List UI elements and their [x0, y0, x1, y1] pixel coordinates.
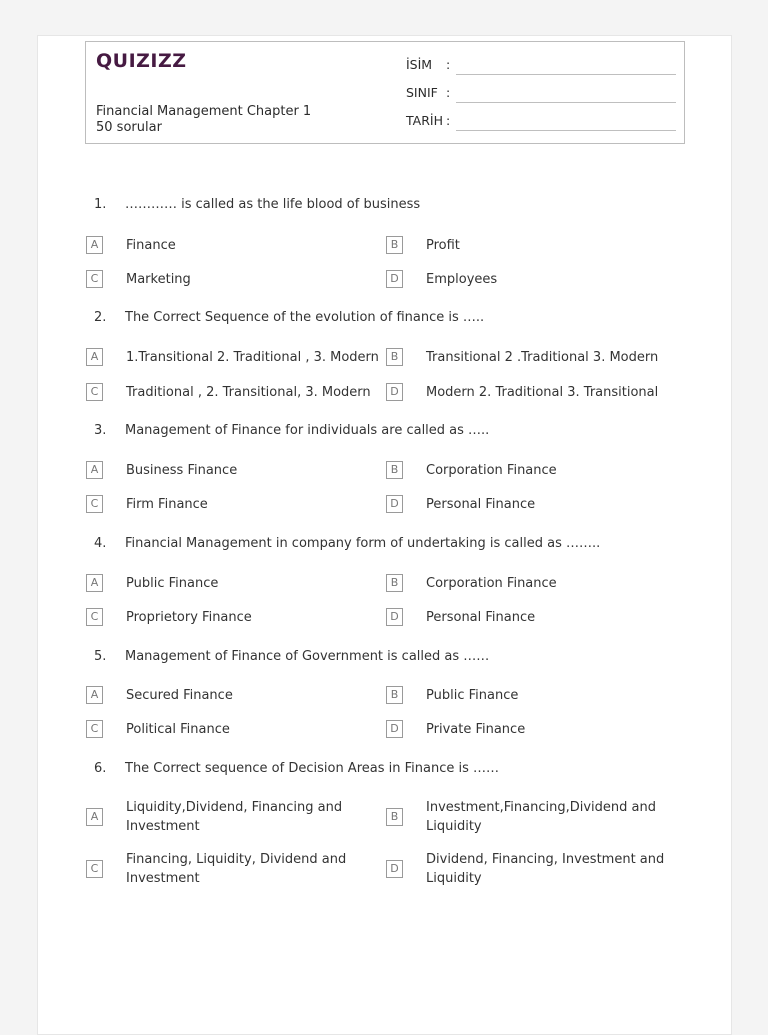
option-text: Corporation Finance	[426, 463, 557, 478]
option-letter-box: A	[86, 236, 103, 254]
option-letter-box: B	[386, 808, 403, 826]
question-number: 1.	[94, 197, 107, 212]
option-text: Dividend, Financing, Investment and Liquidity	[426, 852, 665, 886]
option-letter-box: D	[386, 860, 403, 878]
option-text: Personal Finance	[426, 610, 536, 625]
option-letter-box: A	[86, 574, 103, 592]
question-text: Management of Finance of Government is called as ……	[125, 649, 490, 664]
quizizz-logo: QUIZIZZ	[96, 50, 187, 72]
question-text: The Correct sequence of Decision Areas in Finance is ……	[125, 761, 499, 776]
option-letter-box: C	[86, 720, 103, 738]
date-colon: :	[446, 113, 451, 128]
option-letter-box: A	[86, 348, 103, 366]
question-number: 6.	[94, 761, 107, 776]
question-number: 3.	[94, 423, 107, 438]
option-letter-box: C	[86, 860, 103, 878]
option-text: Personal Finance	[426, 497, 536, 512]
date-label: TARİH	[406, 113, 443, 128]
option-text: Employees	[426, 272, 498, 287]
option-text: Transitional 2 .Traditional 3. Modern	[426, 350, 659, 365]
class-colon: :	[446, 85, 451, 100]
option-text: Liquidity,Dividend, Financing and Investment	[126, 800, 343, 834]
name-colon: :	[446, 57, 451, 72]
date-field[interactable]	[406, 113, 676, 133]
option-text: Political Finance	[126, 722, 230, 737]
option-letter-box: C	[86, 383, 103, 401]
question-text: The Correct Sequence of the evolution of finance is …..	[125, 310, 485, 325]
option-text: Public Finance	[126, 576, 219, 591]
class-label: SINIF	[406, 85, 438, 100]
date-line	[456, 130, 676, 131]
option-letter-box: A	[86, 461, 103, 479]
question-number: 5.	[94, 649, 107, 664]
name-line	[456, 74, 676, 75]
class-field[interactable]	[406, 85, 676, 105]
question-text: Management of Finance for individuals are called as …..	[125, 423, 490, 438]
option-text: Marketing	[126, 272, 191, 287]
question-number: 4.	[94, 536, 107, 551]
option-text: Public Finance	[426, 688, 519, 703]
question-count: 50 sorular	[96, 120, 162, 135]
worksheet-header	[85, 41, 685, 144]
option-letter-box: B	[386, 348, 403, 366]
option-letter-box: D	[386, 383, 403, 401]
option-text: Corporation Finance	[426, 576, 557, 591]
option-letter-box: B	[386, 461, 403, 479]
option-letter-box: B	[386, 574, 403, 592]
option-text: Finance	[126, 238, 176, 253]
name-field[interactable]	[406, 57, 676, 77]
option-text: Business Finance	[126, 463, 238, 478]
class-line	[456, 102, 676, 103]
option-text: Firm Finance	[126, 497, 208, 512]
question-text: Financial Management in company form of undertaking is called as ……..	[125, 536, 601, 551]
option-text: Investment,Financing,Dividend and Liquidity	[426, 800, 656, 834]
option-letter-box: D	[386, 270, 403, 288]
option-text: Financing, Liquidity, Dividend and Investment	[126, 852, 347, 886]
question-text: ………… is called as the life blood of business	[125, 197, 421, 212]
worksheet-title: Financial Management Chapter 1	[96, 104, 312, 119]
option-text: Private Finance	[426, 722, 526, 737]
option-letter-box: A	[86, 686, 103, 704]
option-letter-box: B	[386, 686, 403, 704]
option-text: Modern 2. Traditional 3. Transitional	[426, 385, 659, 400]
option-letter-box: C	[86, 608, 103, 626]
option-text: Traditional , 2. Transitional, 3. Modern	[126, 385, 371, 400]
option-letter-box: A	[86, 808, 103, 826]
option-text: Profit	[426, 238, 460, 253]
option-letter-box: D	[386, 720, 403, 738]
option-text: Proprietory Finance	[126, 610, 252, 625]
option-letter-box: C	[86, 495, 103, 513]
name-label: İSİM	[406, 57, 433, 72]
option-letter-box: C	[86, 270, 103, 288]
question-number: 2.	[94, 310, 107, 325]
option-text: 1.Transitional 2. Traditional , 3. Modern	[126, 350, 379, 365]
option-letter-box: B	[386, 236, 403, 254]
option-letter-box: D	[386, 495, 403, 513]
option-text: Secured Finance	[126, 688, 233, 703]
option-letter-box: D	[386, 608, 403, 626]
